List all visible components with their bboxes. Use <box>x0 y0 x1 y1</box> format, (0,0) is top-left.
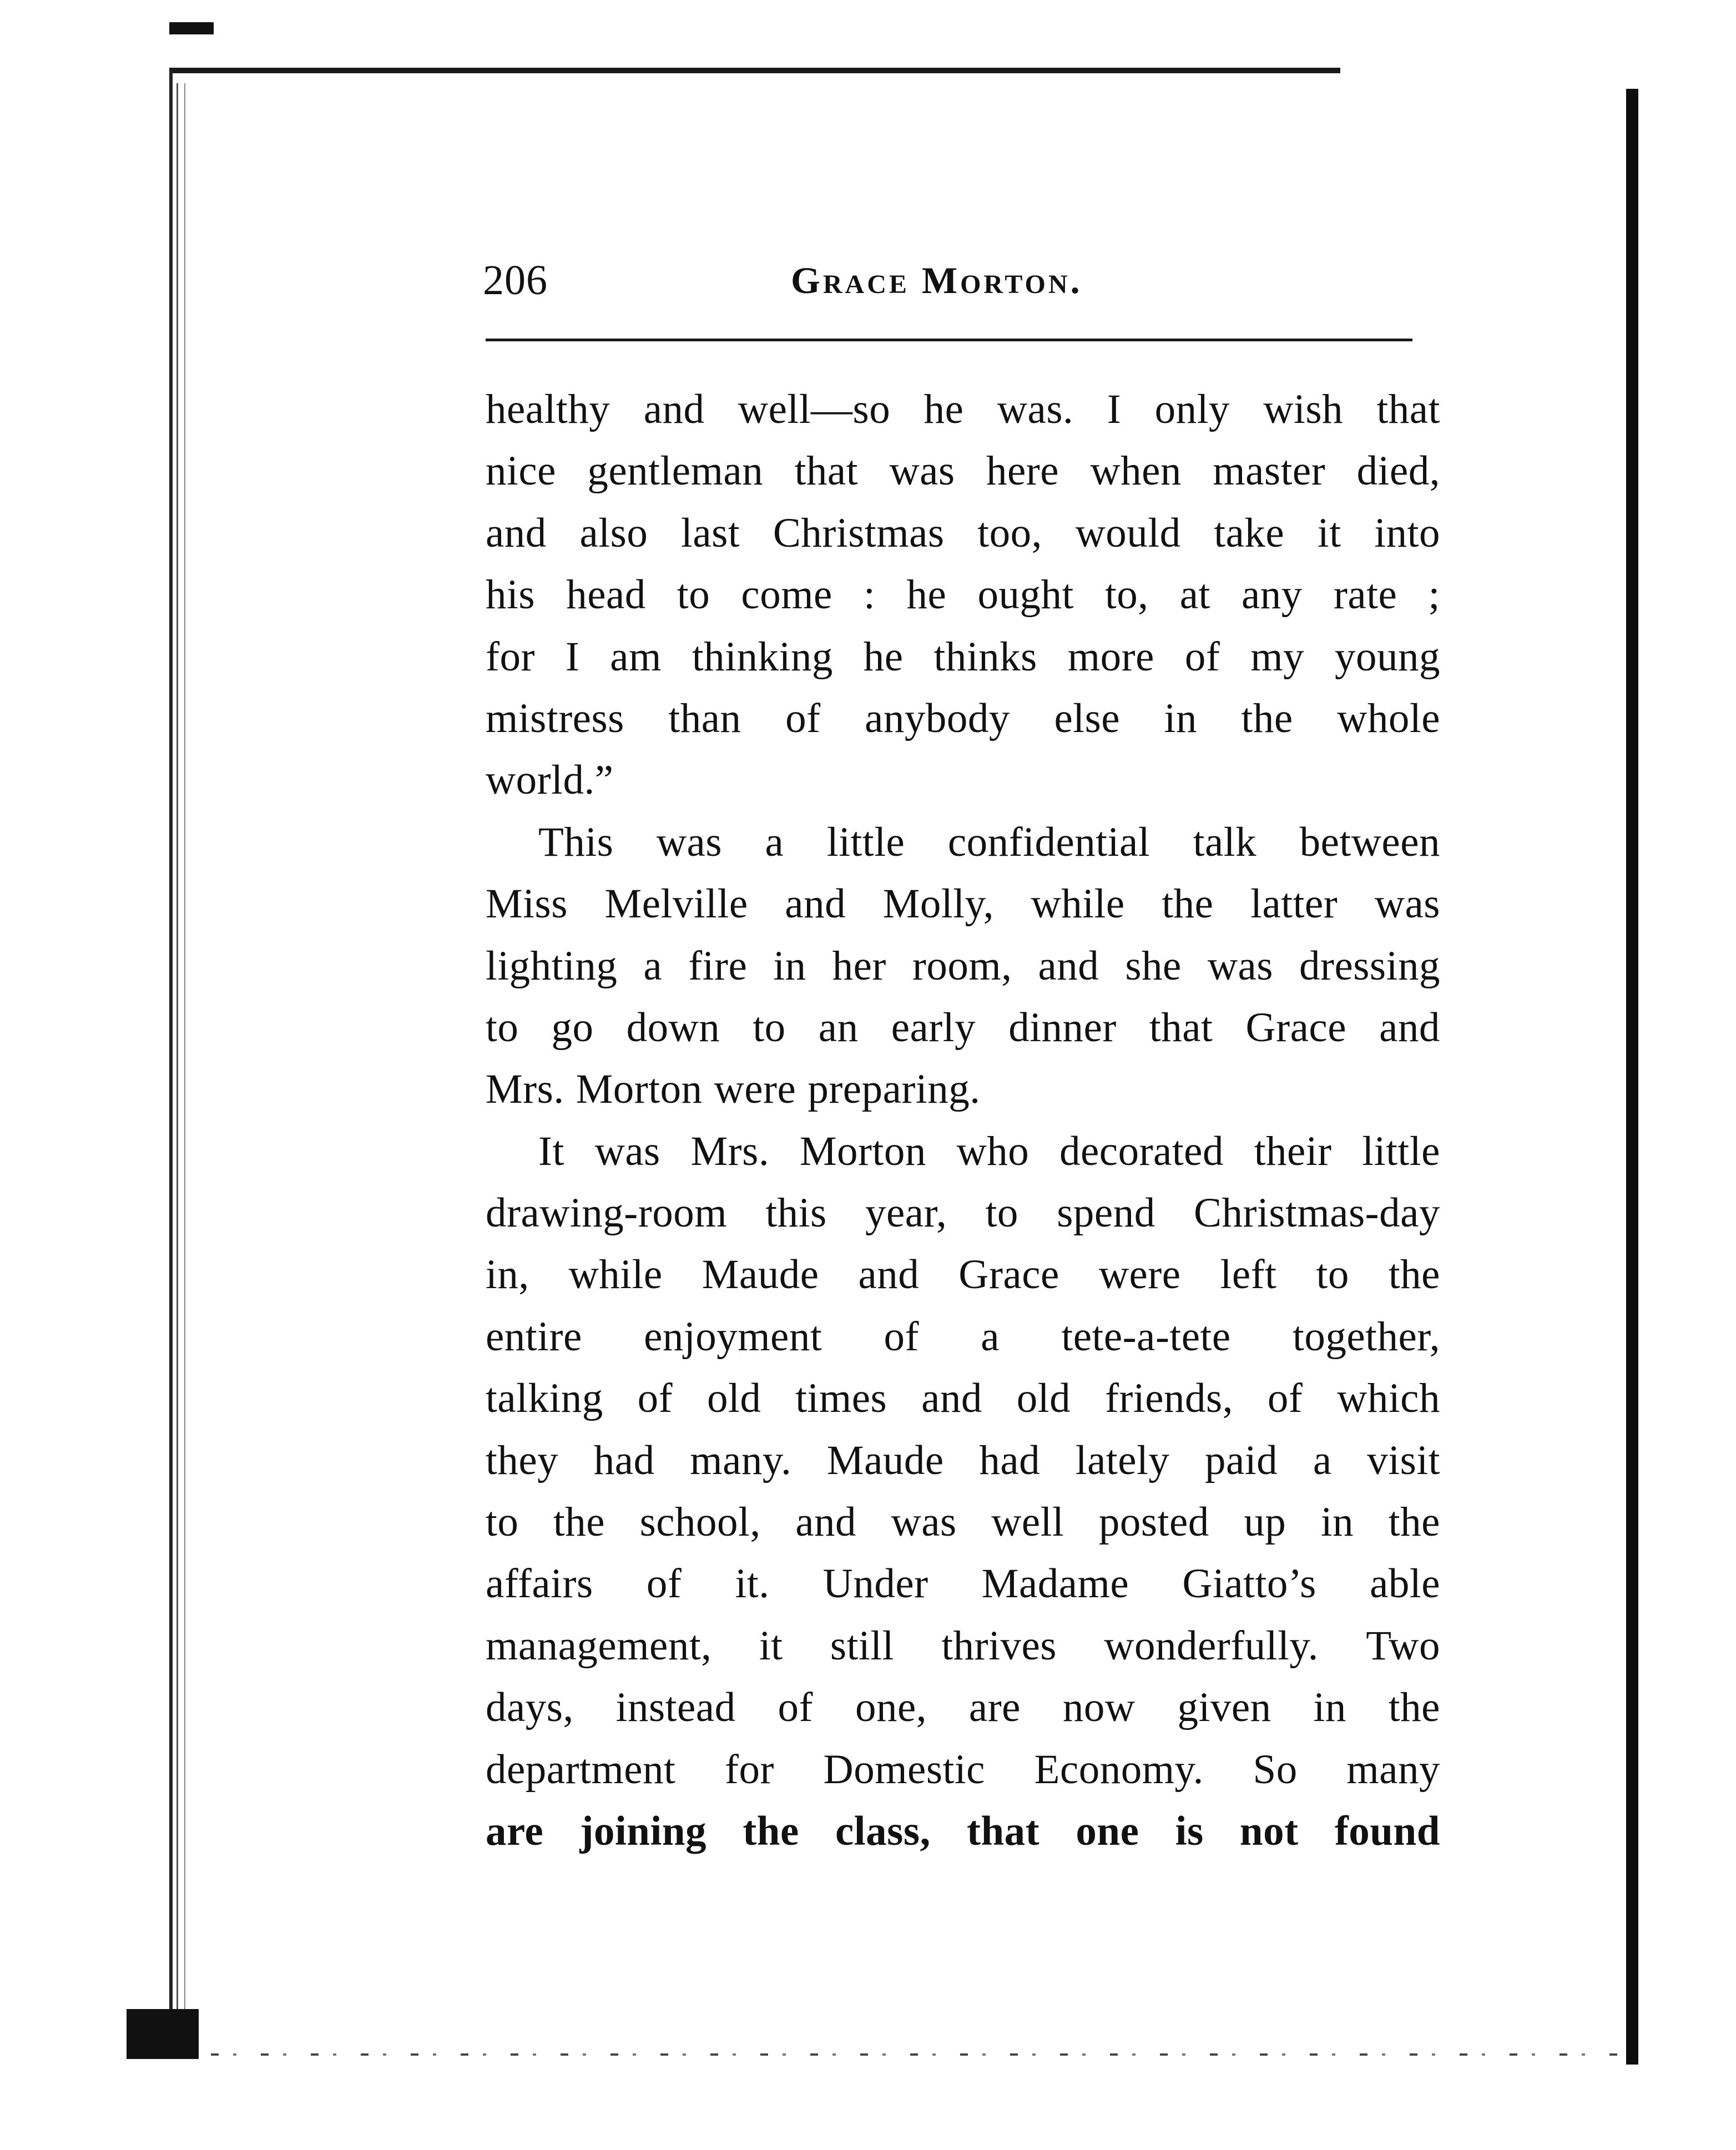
text-word: he <box>906 572 947 618</box>
text-word: of <box>785 695 821 741</box>
text-word: year, <box>865 1190 947 1236</box>
text-word: into <box>1374 509 1440 556</box>
text-word: talk <box>1193 819 1257 865</box>
text-word: a <box>765 819 784 865</box>
scan-corner-mark <box>169 22 214 34</box>
text-word: to, <box>1104 572 1149 618</box>
text-word: instead <box>615 1684 736 1731</box>
text-line <box>486 440 1440 502</box>
text-word: nice <box>486 448 556 494</box>
text-word: to <box>486 1499 519 1546</box>
text-word: in <box>773 942 806 989</box>
text-word: for <box>486 633 535 680</box>
text-word: the <box>1388 1251 1440 1298</box>
text-word: mistress <box>486 695 624 741</box>
text-word: up <box>1244 1499 1286 1546</box>
text-word: had <box>979 1437 1041 1483</box>
text-word: my <box>1250 633 1305 680</box>
text-word: of <box>1184 633 1220 680</box>
text-word: to <box>486 1004 519 1051</box>
text-word: thinks <box>933 633 1037 680</box>
text-word: is <box>1175 1808 1204 1854</box>
text-word: she <box>1125 942 1182 989</box>
text-word: not <box>1239 1808 1299 1854</box>
text-word: than <box>668 695 741 741</box>
page-frame-left-edge <box>169 69 173 2056</box>
text-word: and <box>921 1375 982 1422</box>
text-word: Molly, <box>882 881 994 927</box>
text-word: was <box>594 1128 660 1174</box>
text-line <box>486 1306 1440 1367</box>
text-word: died, <box>1356 448 1440 494</box>
text-line <box>486 1615 1440 1677</box>
text-word: I <box>1107 386 1122 432</box>
text-word: who <box>956 1128 1030 1174</box>
text-word: an <box>818 1004 859 1051</box>
text-word: for <box>724 1746 774 1793</box>
text-word: Grace <box>958 1251 1059 1298</box>
text-word: Morton <box>799 1128 926 1174</box>
header-rule <box>486 339 1412 341</box>
running-head <box>483 244 1415 316</box>
text-word: world.” <box>486 757 614 804</box>
text-word: in <box>1313 1684 1346 1731</box>
text-word: also <box>579 509 648 556</box>
text-word: and <box>1379 1004 1440 1051</box>
text-word: Domestic <box>823 1746 985 1793</box>
text-word: Mrs. <box>690 1128 770 1174</box>
text-word: which <box>1337 1375 1440 1422</box>
page-frame-top-rule <box>169 68 1340 73</box>
text-word: to <box>1316 1251 1349 1298</box>
text-word: while <box>568 1251 663 1298</box>
text-word: a <box>981 1313 1000 1360</box>
text-word: thinking <box>692 633 833 680</box>
text-word: and <box>795 1499 856 1546</box>
text-word: Madame <box>981 1561 1129 1607</box>
text-word: between <box>1299 819 1440 865</box>
text-word: take <box>1214 509 1285 556</box>
text-word: am <box>610 633 662 680</box>
text-word: able <box>1370 1561 1440 1607</box>
text-word: and <box>486 509 547 556</box>
text-word: together, <box>1293 1313 1440 1360</box>
text-word: and <box>785 881 846 927</box>
text-line <box>486 1244 1440 1305</box>
text-word: gentleman <box>587 448 764 494</box>
text-line <box>486 626 1440 688</box>
text-word: that <box>794 448 859 494</box>
scan-bottom-noise <box>211 2053 1632 2056</box>
text-word: was <box>1374 881 1440 927</box>
text-word: Miss <box>486 881 568 927</box>
text-word: that <box>966 1808 1040 1854</box>
text-word: early <box>891 1004 976 1051</box>
text-word: to <box>753 1004 786 1051</box>
text-word: the <box>1388 1684 1440 1731</box>
text-word: his <box>486 572 536 618</box>
text-line <box>486 997 1440 1058</box>
scan-smudge <box>127 2009 199 2059</box>
text-word: and <box>858 1251 920 1298</box>
text-word: posted <box>1098 1499 1209 1546</box>
text-word: Mrs. <box>486 1066 564 1113</box>
text-word: any <box>1242 572 1303 618</box>
text-word: he <box>923 386 964 432</box>
text-word: to <box>677 572 710 618</box>
text-word: fire <box>688 942 748 989</box>
text-word: tete-a-tete <box>1061 1313 1231 1360</box>
text-line <box>486 564 1440 625</box>
text-word: whole <box>1337 695 1440 741</box>
page-number: 206 <box>483 257 548 304</box>
text-word: dinner <box>1008 1004 1117 1051</box>
text-line <box>486 1491 1440 1553</box>
text-word: Grace <box>1245 1004 1347 1051</box>
text-word: drawing-room <box>486 1190 728 1236</box>
text-word: master <box>1213 448 1326 494</box>
text-word: else <box>1054 695 1121 741</box>
text-word: ; <box>1428 572 1440 618</box>
text-word: This <box>538 819 614 865</box>
text-word: decorated <box>1059 1128 1224 1174</box>
text-word: the <box>1241 695 1293 741</box>
text-line <box>486 502 1440 564</box>
text-word: little <box>1362 1128 1440 1174</box>
text-word: a <box>1313 1437 1332 1483</box>
text-word: lately <box>1075 1437 1170 1483</box>
text-word: their <box>1254 1128 1332 1174</box>
page-frame-right-edge <box>1626 89 1638 2065</box>
text-word: left <box>1220 1251 1277 1298</box>
text-word: visit <box>1367 1437 1440 1483</box>
text-word: and <box>643 386 705 432</box>
text-word: the <box>743 1808 799 1854</box>
text-word: of <box>884 1313 919 1360</box>
text-line <box>486 1800 1440 1862</box>
text-word: dressing <box>1299 942 1440 989</box>
text-word: of <box>1267 1375 1303 1422</box>
text-word: the <box>1162 881 1214 927</box>
text-word: go <box>551 1004 594 1051</box>
text-word: and <box>1038 942 1099 989</box>
text-word: now <box>1062 1684 1136 1731</box>
text-word: days, <box>486 1684 574 1731</box>
text-word: talking <box>486 1375 603 1422</box>
text-line <box>486 378 1440 440</box>
text-word: last <box>681 509 740 556</box>
text-word: lighting <box>486 942 618 989</box>
text-word: were <box>714 1066 796 1113</box>
text-word: management, <box>486 1622 712 1669</box>
text-line <box>486 688 1440 749</box>
text-word: Morton <box>576 1066 703 1113</box>
text-word: the <box>553 1499 605 1546</box>
text-word: well <box>991 1499 1064 1546</box>
text-word: Melville <box>604 881 748 927</box>
text-line <box>486 1367 1440 1429</box>
text-line <box>486 1677 1440 1738</box>
text-word: down <box>626 1004 720 1051</box>
text-word: entire <box>486 1313 582 1360</box>
text-word: was <box>1207 942 1273 989</box>
text-word: latter <box>1250 881 1338 927</box>
text-word: thrives <box>941 1622 1057 1669</box>
text-word: in, <box>486 1251 529 1298</box>
text-word: at <box>1179 572 1210 618</box>
text-line <box>486 935 1440 997</box>
text-word: joining <box>579 1808 707 1854</box>
text-word: come <box>741 572 832 618</box>
text-word: it. <box>735 1561 770 1607</box>
body-text <box>486 378 1440 1862</box>
text-word: one, <box>855 1684 927 1731</box>
text-word: he <box>863 633 904 680</box>
text-word: : <box>864 572 876 618</box>
text-word: that <box>1376 386 1440 432</box>
text-line <box>486 811 1440 873</box>
text-word: enjoyment <box>644 1313 822 1360</box>
text-line <box>486 1121 1440 1182</box>
text-word: was <box>656 819 723 865</box>
text-line <box>486 1739 1440 1800</box>
text-word: are <box>968 1684 1021 1731</box>
text-word: while <box>1031 881 1125 927</box>
text-word: had <box>593 1437 655 1483</box>
text-word: would <box>1075 509 1181 556</box>
text-word: in <box>1320 1499 1354 1546</box>
text-word: Maude <box>826 1437 944 1483</box>
running-title: Grace Morton. <box>791 259 1083 301</box>
page-frame-left-edge-faint <box>184 83 185 2053</box>
text-word: ought <box>977 572 1074 618</box>
text-word: are <box>486 1808 544 1854</box>
text-word: healthy <box>486 386 610 432</box>
text-line <box>486 1058 1440 1120</box>
text-word: Christmas-day <box>1193 1190 1440 1236</box>
text-word: old <box>1016 1375 1071 1422</box>
text-word: room, <box>912 942 1012 989</box>
text-word: friends, <box>1104 1375 1233 1422</box>
text-word: of <box>778 1684 814 1731</box>
text-word: given <box>1177 1684 1271 1731</box>
text-word: many. <box>690 1437 792 1483</box>
text-word: well—so <box>738 386 891 432</box>
text-word: it <box>759 1622 783 1669</box>
text-word: school, <box>639 1499 761 1546</box>
text-word: were <box>1098 1251 1181 1298</box>
text-word: they <box>486 1437 559 1483</box>
text-word: a <box>643 942 663 989</box>
text-word: many <box>1346 1746 1440 1793</box>
text-word: her <box>832 942 886 989</box>
text-word: Economy. <box>1034 1746 1204 1793</box>
text-word: So <box>1253 1746 1298 1793</box>
text-word: still <box>830 1622 894 1669</box>
page-frame-left-edge-inner <box>176 83 178 2053</box>
text-word: this <box>765 1190 827 1236</box>
text-word: head <box>566 572 646 618</box>
text-word: young <box>1335 633 1440 680</box>
text-word: found <box>1334 1808 1440 1854</box>
text-word: the <box>1388 1499 1440 1546</box>
text-word: wish <box>1263 386 1344 432</box>
text-word: little <box>826 819 905 865</box>
text-word: paid <box>1205 1437 1278 1483</box>
text-word: class, <box>835 1808 931 1854</box>
text-word: too, <box>977 509 1042 556</box>
text-word: that <box>1149 1004 1213 1051</box>
text-word: Under <box>822 1561 928 1607</box>
text-word: here <box>986 448 1059 494</box>
text-line <box>486 1553 1440 1614</box>
text-word: anybody <box>865 695 1010 741</box>
text-word: in <box>1164 695 1197 741</box>
text-word: affairs <box>486 1561 593 1607</box>
text-word: was <box>889 448 955 494</box>
text-word: when <box>1090 448 1182 494</box>
text-word: wonderfully. <box>1104 1622 1319 1669</box>
text-word: to <box>985 1190 1018 1236</box>
text-word: confidential <box>947 819 1150 865</box>
text-word: it <box>1317 509 1341 556</box>
text-word: more <box>1067 633 1154 680</box>
text-word: was <box>891 1499 957 1546</box>
text-word: preparing. <box>808 1066 981 1113</box>
text-word: one <box>1076 1808 1139 1854</box>
text-word: Two <box>1366 1622 1440 1669</box>
text-line <box>486 873 1440 935</box>
text-word: of <box>646 1561 682 1607</box>
text-word: department <box>486 1746 676 1793</box>
text-word: It <box>538 1128 564 1174</box>
text-line <box>486 1182 1440 1244</box>
text-word: rate <box>1333 572 1397 618</box>
text-word: Giatto’s <box>1182 1561 1316 1607</box>
text-word: Christmas <box>773 509 945 556</box>
text-word: only <box>1154 386 1230 432</box>
text-word: times <box>795 1375 887 1422</box>
text-word: I <box>565 633 580 680</box>
text-word: was. <box>997 386 1074 432</box>
text-line <box>486 1430 1440 1491</box>
text-word: Maude <box>702 1251 819 1298</box>
text-word: spend <box>1057 1190 1155 1236</box>
text-line <box>486 749 1440 811</box>
text-word: old <box>707 1375 761 1422</box>
text-word: of <box>637 1375 673 1422</box>
